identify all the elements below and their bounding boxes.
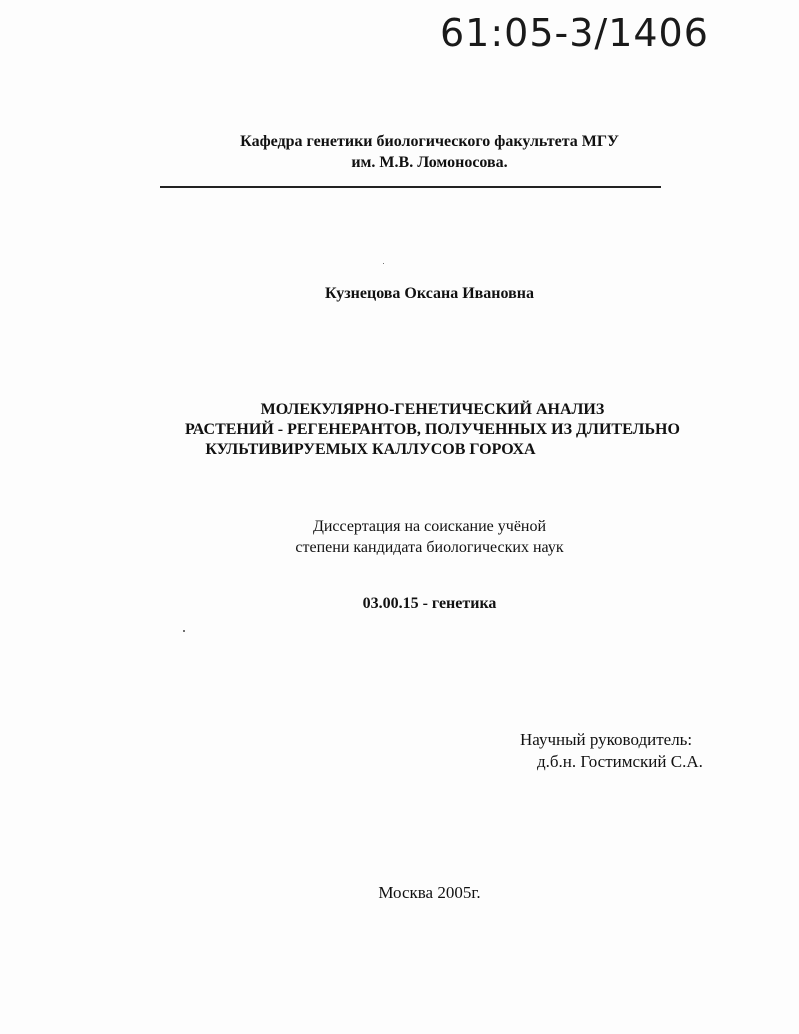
- title-line-3: КУЛЬТИВИРУЕМЫХ КАЛЛУСОВ ГОРОХА: [205, 441, 536, 458]
- archive-code-text: 61:05-3/1406: [440, 11, 709, 55]
- degree-line-1: Диссертация на соискание учёной: [312, 518, 547, 535]
- supervisor-block: [520, 729, 703, 773]
- degree-line-2: степени кандидата биологических наук: [295, 539, 564, 556]
- city-year: Москва 2005г.: [378, 883, 481, 902]
- scan-speck: [183, 630, 185, 632]
- supervisor-name: д.б.н. Гостимский С.А.: [537, 752, 703, 771]
- supervisor-label: Научный руководитель:: [520, 730, 693, 749]
- dissertation-title: [0, 400, 799, 460]
- department-heading: [30, 131, 799, 173]
- department-line-2: им. М.В. Ломоносова.: [351, 154, 508, 171]
- handwritten-archive-code: [436, 6, 736, 58]
- title-line-2: РАСТЕНИЙ - РЕГЕНЕРАНТОВ, ПОЛУЧЕННЫХ ИЗ ДЛИТЕЛЬНО: [185, 421, 680, 438]
- scan-speck: [383, 263, 384, 264]
- specialty-code: 03.00.15 - генетика: [362, 595, 497, 612]
- department-line-1: Кафедра генетики биологического факультета МГУ: [240, 133, 619, 150]
- degree-statement: [30, 516, 799, 558]
- header-divider: [160, 186, 661, 188]
- author-name: Кузнецова Оксана Ивановна: [325, 285, 534, 302]
- title-line-1: МОЛЕКУЛЯРНО-ГЕНЕТИЧЕСКИЙ АНАЛИЗ: [260, 401, 605, 418]
